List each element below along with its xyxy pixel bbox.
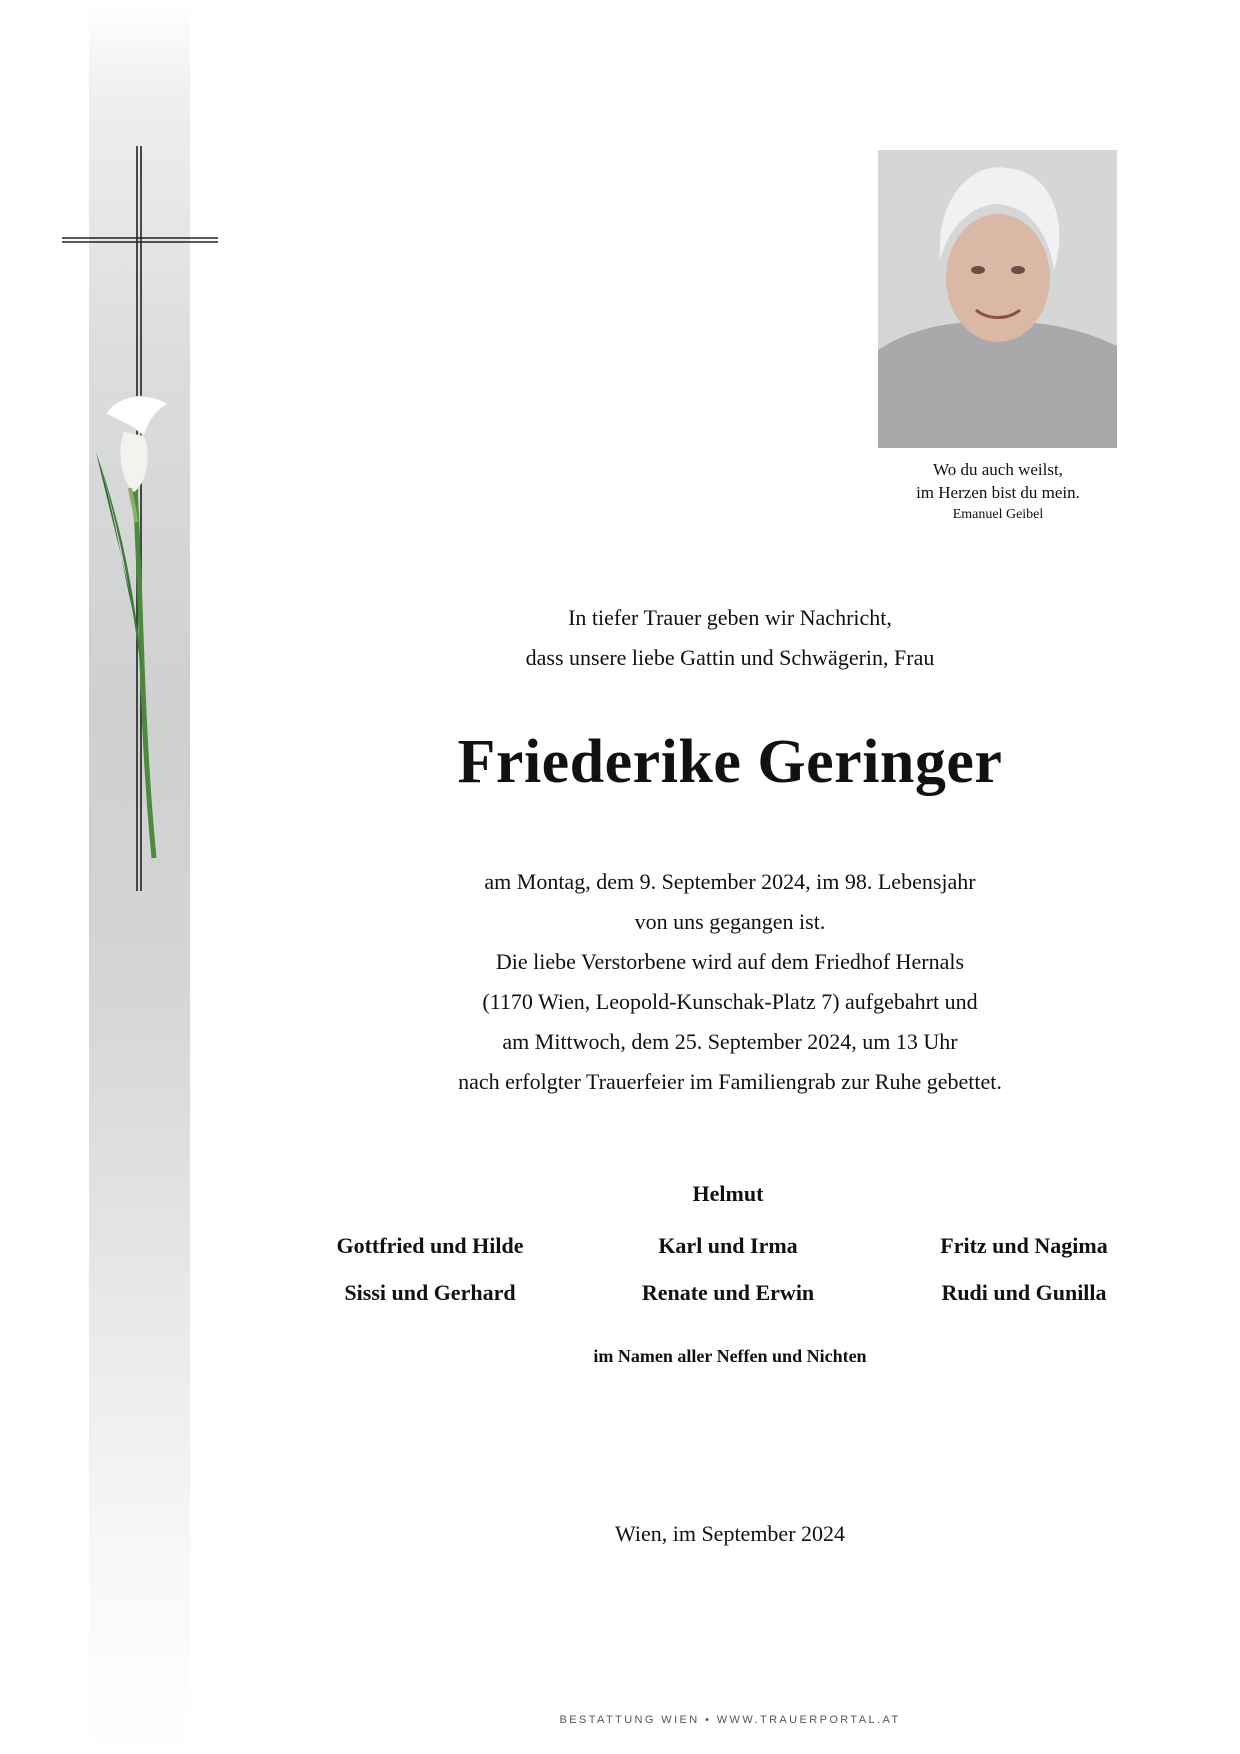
quote-line-1: Wo du auch weilst, [933,460,1063,479]
mourners-left-column [280,1222,580,1316]
mourner-name: Rudi und Gunilla [941,1280,1107,1305]
mourner-name: Gottfried und Hilde [336,1233,524,1258]
quote-line-2: im Herzen bist du mein. [916,483,1080,502]
portrait-photo [878,150,1117,448]
intro-line-2: dass unsere liebe Gattin und Schwägerin, Frau [525,645,935,670]
photo-quote [838,458,1158,526]
details-line: von uns gegangen ist. [634,909,826,934]
mourner-name: Fritz und Nagima [940,1233,1108,1258]
mourners-right-column [874,1222,1174,1316]
place-date: Wien, im September 2024 [614,1521,846,1546]
announcement-details [340,862,1120,1102]
details-line: (1170 Wien, Leopold-Kunschak-Platz 7) aufgebahrt und [482,989,978,1014]
mourner-first: Helmut [692,1181,764,1206]
intro-text [340,598,1120,678]
details-line: Die liebe Verstorbene wird auf dem Friedhof Hernals [495,949,965,974]
deceased-name: Friederike Geringer [457,728,1003,796]
intro-line-1: In tiefer Trauer geben wir Nachricht, [568,605,892,630]
quote-author: Emanuel Geibel [952,507,1044,522]
footer-credit: BESTATTUNG WIEN • WWW.TRAUERPORTAL.AT [559,1714,901,1726]
mourner-name: Renate und Erwin [641,1280,815,1305]
details-line: nach erfolgter Trauerfeier im Familiengrab zur Ruhe gebettet. [458,1069,1002,1094]
portrait-illustration [878,150,1117,448]
mourners-closing: im Namen aller Neffen und Nichten [593,1346,867,1366]
mourner-name: Sissi und Gerhard [344,1280,516,1305]
calla-lily-icon [96,392,186,862]
mourner-name: Karl und Irma [658,1233,798,1258]
details-line: am Montag, dem 9. September 2024, im 98. Lebensjahr [484,869,976,894]
mourners-middle-column [578,1222,878,1316]
details-line: am Mittwoch, dem 25. September 2024, um 13 Uhr [502,1029,958,1054]
